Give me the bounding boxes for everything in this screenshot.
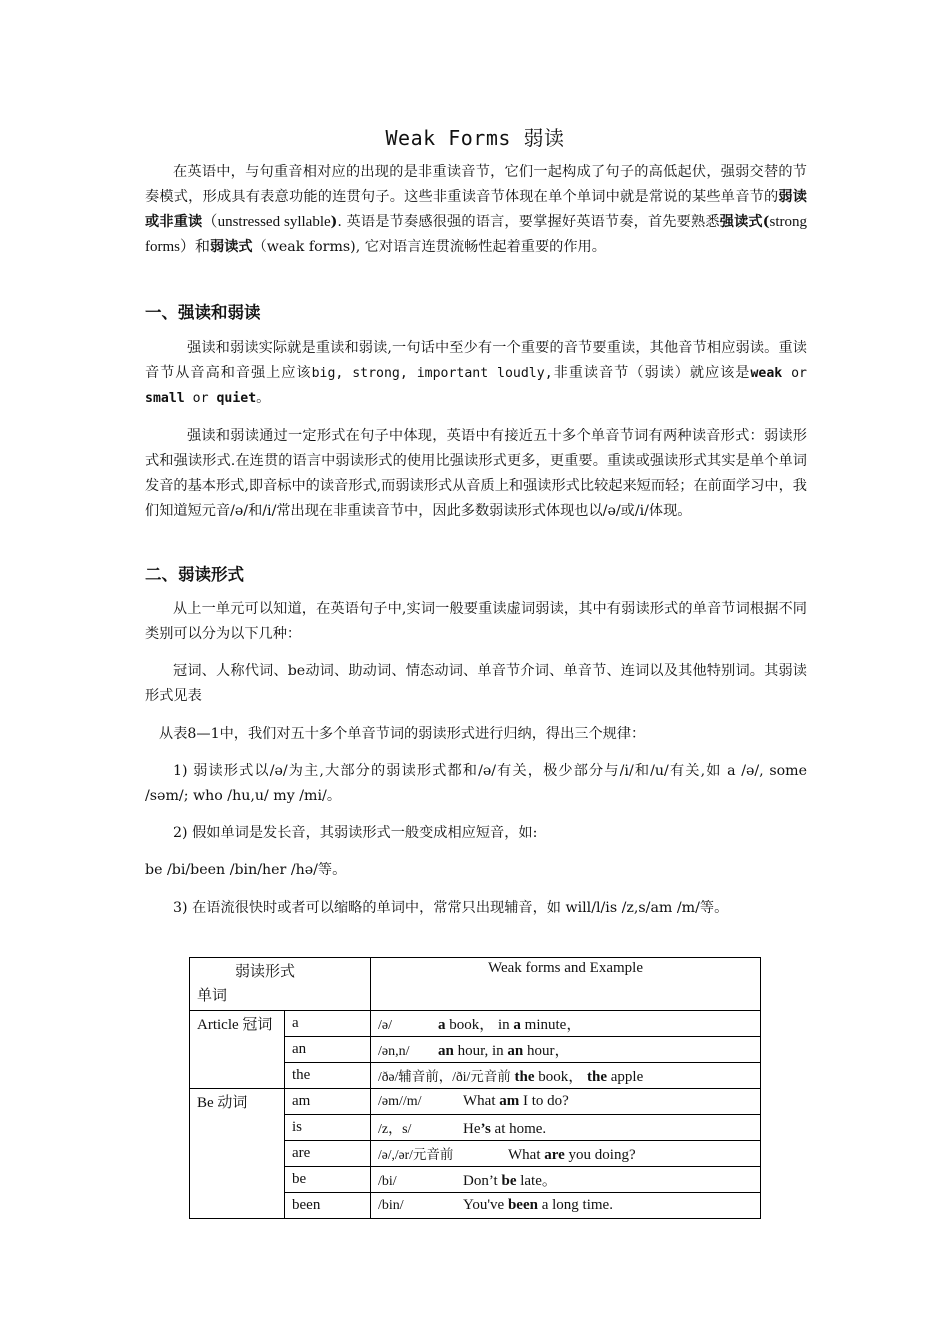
intro-text-5: （weak forms), 它对语言连贯流畅性起着重要的作用。 [252,239,606,255]
s1p1-or-1: or [782,366,807,381]
example-text: a long time. [537,1197,613,1213]
s1p1-end: 。 [256,390,271,406]
example-text: apple [607,1069,644,1085]
example-weak-word: am [499,1093,520,1109]
example [463,1173,557,1189]
section1-paragraph-2: 强读和弱读通过一定形式在句子中体现，英语中有接近五十多个单音节词有两种读音形式：弱读形式和强读形式.在连贯的语言中弱读形式的使用比强读形式更多，更重要。重读或强读形式其实是单个单词发音的基本形式,即音标中的读音形式,而弱读形式从音质上和强读形式比较起来短而轻；在前面学习中，我们知道短元音/ə/和/i/常出现在非重读音节中，因此多数弱读形式体现也以/ə/或/i/体现。 [145,428,807,519]
example-text: You've [463,1197,508,1213]
intro-text-1: 在英语中，与句重音相对应的出现的是非重读音节，它们一起构成了句子的高低起伏，强弱交替的节奏模式，形成具有表意功能的连贯句子。这些非重读音节体现在单个单词中就是常说的某些单音节的 [145,164,807,205]
rule-1: 1) 弱读形式以/ə/为主,大部分的弱读形式都和/ə/有关，极少部分与/i/和/u/有关,如 a /ə/, some /səm/; who /hu,u/ my /mi/。 [145,763,807,804]
s1p1-or-2: or [184,391,217,406]
weak-form-cell [371,1141,761,1167]
example-weak-word: a [513,1017,521,1033]
phonetic: /ə/,/ər/元音前 [378,1147,454,1162]
example-weak-word: the [514,1069,535,1085]
phonetic: /bi/ [378,1174,397,1189]
title-english: Weak Forms [385,126,511,150]
weak-form-cell [371,1011,761,1037]
intro-bold-paren: ) [330,214,338,230]
word-cell: an [285,1037,371,1063]
word-cell: the [285,1063,371,1089]
intro-paragraph [145,160,807,260]
example-text: minute， [520,1017,582,1033]
example-weak-word: be [501,1173,517,1189]
section2-paragraph-2: 冠词、人称代词、be动词、助动词、情态动词、单音节介词、单音节、连词以及其他特别词。其弱读形式见表 [145,663,807,704]
intro-text-3: . 英语是节奏感很强的语言，要掌握好英语节奏，首先要熟悉 [337,214,720,230]
header-word-label: 单词 [197,988,228,1004]
table-row [190,1089,761,1115]
example-weak-word: are [544,1147,565,1163]
example [463,1121,546,1137]
example-weak-word: been [507,1197,538,1213]
section2-paragraph-3: 从表8—1中，我们对五十多个单音节词的弱读形式进行归纳，得出三个规律： [159,726,646,742]
example-weak-word: the [587,1069,608,1085]
example-text: hour， [523,1043,570,1059]
example-text: book， [534,1069,588,1085]
s1p1-weak: weak [750,366,783,381]
example-weak-word: ’s [480,1120,491,1137]
word-cell: am [285,1089,371,1115]
phonetic: /ən,n/ [378,1044,410,1059]
example-text: hour, in [453,1043,508,1059]
example [438,1043,570,1059]
word-cell: are [285,1141,371,1167]
section1-heading: 一、强读和弱读 [145,303,261,322]
phonetic: /bin/ [378,1198,404,1213]
section1-paragraph-1 [145,336,807,411]
example-text: I to do? [519,1093,569,1109]
word-cell: been [285,1193,371,1219]
page-title [0,122,950,151]
example-text: Don’t [463,1173,502,1189]
intro-bold-unstressed: 弱读或非重读 [145,189,807,230]
phonetic: /ðə/辅音前，/ði/元音前 [378,1069,511,1084]
intro-bold-strong: 强读式( [719,214,770,230]
word-cell: a [285,1011,371,1037]
example [508,1147,636,1163]
table-header-left [190,958,371,1011]
table-body [190,1011,761,1219]
example-text: at home. [490,1120,547,1137]
example [515,1069,644,1085]
s1p1-small: small [145,391,185,406]
category-cell: Be 动词 [190,1089,285,1219]
table-header-row [190,958,761,1011]
example-text: What [463,1093,500,1109]
weak-form-cell [371,1089,761,1115]
s1p1-strong-words: big, strong, important loudly, [311,366,553,381]
intro-text-2: （unstressed syllable [202,214,331,230]
word-cell: be [285,1167,371,1193]
phonetic: /z，s/ [378,1121,412,1137]
rule-2: 2) 假如单词是发长音，其弱读形式一般变成相应短音，如: [173,825,538,841]
example-weak-word: an [507,1043,524,1059]
intro-bold-weak: 弱读式 [210,239,253,255]
example-text: late。 [516,1173,557,1189]
section2-heading: 二、弱读形式 [145,565,244,584]
header-weak-form-label: 弱读形式 [235,964,296,980]
s1p1-quiet: quiet [216,391,257,406]
category-cell: Article 冠词 [190,1011,285,1089]
table-row [190,1011,761,1037]
intro-text-4: strong forms）和 [145,214,807,255]
rule-2-examples: be /bi/been /bin/her /hə/等。 [145,862,347,878]
word-cell: is [285,1115,371,1141]
s1p1-text-c: 非重读音节（弱读）就应该是 [552,365,751,381]
title-chinese: 弱读 [523,126,565,150]
phonetic: /əm//m/ [378,1094,422,1109]
section2-paragraph-1: 从上一单元可以知道，在英语句子中,实词一般要重读虚词弱读，其中有弱读形式的单音节词根据不同类别可以分为以下几种： [145,601,807,642]
rule-3: 3) 在语流很快时或者可以缩略的单词中，常常只出现辅音，如 will/l/is /z,s/am /m/等。 [173,900,729,916]
example [463,1093,569,1109]
example-text: What [508,1147,545,1163]
example-weak-word: a [438,1017,446,1033]
weak-form-cell [371,1167,761,1193]
example [463,1197,613,1213]
weak-form-cell [371,1063,761,1089]
weak-form-cell [371,1193,761,1219]
example-text: book， in [445,1017,514,1033]
example-text: you doing? [564,1147,636,1163]
weak-forms-table [189,957,761,1219]
s1p1-text-a: 强读和弱读实际就是重读和弱读,一句话中至少有一个重要的音节要重读，其他音节相应弱读。重读音节从音高和音强上应该 [145,340,807,381]
example-text: He [463,1120,481,1137]
phonetic: /ə/ [378,1018,392,1033]
weak-form-cell [371,1037,761,1063]
example-weak-word: an [438,1043,454,1059]
weak-form-cell [371,1115,761,1141]
table-header-right: Weak forms and Example [371,958,761,1011]
example [438,1017,581,1033]
